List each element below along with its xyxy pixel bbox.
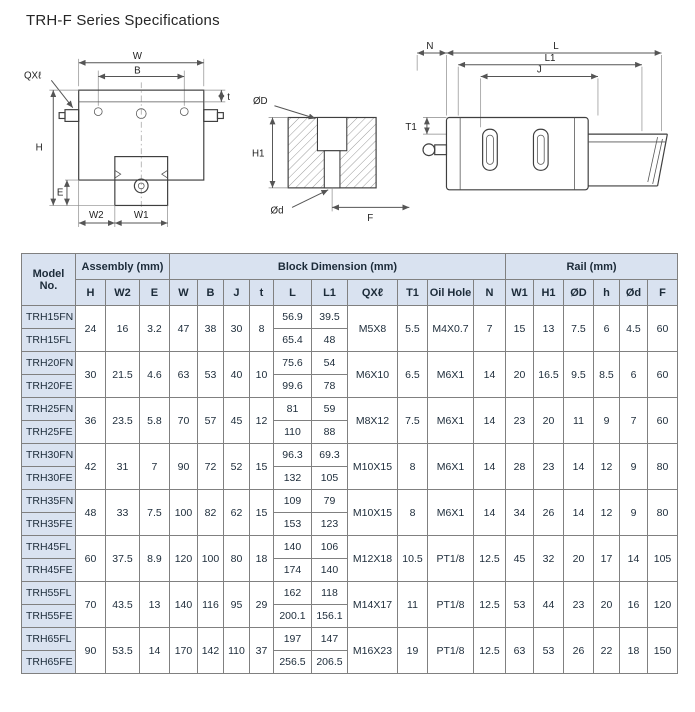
L1-cell: 39.5: [311, 306, 347, 329]
shared-value-cell: 53: [533, 628, 563, 674]
L1-cell: 147: [311, 628, 347, 651]
shared-value-cell: 15: [505, 306, 533, 352]
model-cell: TRH55FE: [21, 605, 75, 628]
L1-cell: 78: [311, 375, 347, 398]
shared-value-cell: 10.5: [397, 536, 427, 582]
technical-drawings: [22, 39, 681, 241]
dim-label-j: J: [536, 64, 542, 76]
L-cell: 197: [273, 628, 311, 651]
shared-value-cell: 12.5: [473, 582, 505, 628]
shared-value-cell: 26: [533, 490, 563, 536]
shared-value-cell: 23: [563, 582, 593, 628]
shared-value-cell: 8: [397, 444, 427, 490]
shared-value-cell: 5.8: [139, 398, 169, 444]
dim-label-f: F: [367, 213, 374, 225]
shared-value-cell: M16X23: [347, 628, 397, 674]
shared-value-cell: 28: [505, 444, 533, 490]
dim-label-l: L: [553, 41, 559, 53]
shared-value-cell: 14: [563, 444, 593, 490]
model-cell: TRH45FE: [21, 559, 75, 582]
shared-value-cell: 10: [249, 352, 273, 398]
shared-value-cell: 120: [169, 536, 197, 582]
column-header: ØD: [563, 280, 593, 306]
L-cell: 200.1: [273, 605, 311, 628]
shared-value-cell: 20: [505, 352, 533, 398]
dim-label-od-small: Ød: [270, 205, 284, 217]
shared-value-cell: 100: [169, 490, 197, 536]
shared-value-cell: M6X10: [347, 352, 397, 398]
shared-value-cell: 15: [249, 444, 273, 490]
dim-label-l1: L1: [544, 52, 556, 64]
L1-cell: 140: [311, 559, 347, 582]
shared-value-cell: 7: [619, 398, 647, 444]
shared-value-cell: 4.5: [619, 306, 647, 352]
model-cell: TRH25FE: [21, 421, 75, 444]
shared-value-cell: 36: [75, 398, 105, 444]
column-header: QXℓ: [347, 280, 397, 306]
column-header: W1: [505, 280, 533, 306]
model-cell: TRH30FN: [21, 444, 75, 467]
column-header: Ød: [619, 280, 647, 306]
shared-value-cell: M6X1: [427, 444, 473, 490]
shared-value-cell: 24: [75, 306, 105, 352]
group-header-row: [21, 254, 677, 280]
shared-value-cell: 70: [169, 398, 197, 444]
dim-label-t1: T1: [405, 122, 417, 134]
page-title: TRH-F Series Specifications: [26, 12, 220, 29]
column-header: F: [647, 280, 677, 306]
shared-value-cell: 18: [619, 628, 647, 674]
shared-value-cell: 100: [197, 536, 223, 582]
shared-value-cell: 11: [563, 398, 593, 444]
dim-label-qxl: QXℓ: [23, 70, 42, 82]
subheader-row: [21, 280, 677, 306]
shared-value-cell: 60: [647, 306, 677, 352]
shared-value-cell: PT1/8: [427, 536, 473, 582]
shared-value-cell: 14: [139, 628, 169, 674]
shared-value-cell: 9: [619, 444, 647, 490]
L-cell: 81: [273, 398, 311, 421]
dim-label-t: t: [227, 91, 230, 103]
shared-value-cell: 31: [105, 444, 139, 490]
model-cell: TRH30FE: [21, 467, 75, 490]
shared-value-cell: 7: [473, 306, 505, 352]
shared-value-cell: 9.5: [563, 352, 593, 398]
column-header: B: [197, 280, 223, 306]
shared-value-cell: 14: [619, 536, 647, 582]
shared-value-cell: 14: [563, 490, 593, 536]
shared-value-cell: 14: [473, 398, 505, 444]
shared-value-cell: 7.5: [139, 490, 169, 536]
spec-table-body: [21, 306, 677, 674]
column-header: L1: [311, 280, 347, 306]
shared-value-cell: 20: [563, 536, 593, 582]
model-cell: TRH55FL: [21, 582, 75, 605]
header-model: Model No.: [21, 254, 75, 306]
shared-value-cell: 60: [647, 398, 677, 444]
shared-value-cell: 57: [197, 398, 223, 444]
shared-value-cell: M6X1: [427, 352, 473, 398]
shared-value-cell: 142: [197, 628, 223, 674]
column-header: H: [75, 280, 105, 306]
shared-value-cell: 43.5: [105, 582, 139, 628]
shared-value-cell: 80: [223, 536, 249, 582]
shared-value-cell: 13: [139, 582, 169, 628]
shared-value-cell: 90: [75, 628, 105, 674]
shared-value-cell: 29: [249, 582, 273, 628]
shared-value-cell: 15: [249, 490, 273, 536]
model-cell: TRH65FL: [21, 628, 75, 651]
shared-value-cell: 80: [647, 490, 677, 536]
shared-value-cell: 33: [105, 490, 139, 536]
shared-value-cell: 110: [223, 628, 249, 674]
column-header: J: [223, 280, 249, 306]
shared-value-cell: 30: [223, 306, 249, 352]
shared-value-cell: 30: [75, 352, 105, 398]
shared-value-cell: 9: [619, 490, 647, 536]
shared-value-cell: 45: [223, 398, 249, 444]
shared-value-cell: 105: [647, 536, 677, 582]
shared-value-cell: M5X8: [347, 306, 397, 352]
shared-value-cell: 38: [197, 306, 223, 352]
shared-value-cell: 16.5: [533, 352, 563, 398]
L-cell: 153: [273, 513, 311, 536]
L-cell: 96.3: [273, 444, 311, 467]
L1-cell: 69.3: [311, 444, 347, 467]
L1-cell: 106: [311, 536, 347, 559]
shared-value-cell: 4.6: [139, 352, 169, 398]
L-cell: 132: [273, 467, 311, 490]
shared-value-cell: 90: [169, 444, 197, 490]
shared-value-cell: 5.5: [397, 306, 427, 352]
shared-value-cell: 20: [533, 398, 563, 444]
shared-value-cell: 17: [593, 536, 619, 582]
shared-value-cell: 8: [249, 306, 273, 352]
dim-label-w1: W1: [133, 210, 149, 222]
shared-value-cell: M10X15: [347, 490, 397, 536]
column-header: t: [249, 280, 273, 306]
shared-value-cell: 12: [593, 490, 619, 536]
model-cell: TRH35FN: [21, 490, 75, 513]
shared-value-cell: 6: [593, 306, 619, 352]
column-header: h: [593, 280, 619, 306]
shared-value-cell: 8.5: [593, 352, 619, 398]
table-row: [21, 582, 677, 605]
side-view-diagram: [251, 39, 681, 239]
shared-value-cell: 47: [169, 306, 197, 352]
shared-value-cell: M8X12: [347, 398, 397, 444]
shared-value-cell: 40: [223, 352, 249, 398]
model-cell: TRH45FL: [21, 536, 75, 559]
shared-value-cell: PT1/8: [427, 628, 473, 674]
shared-value-cell: 6: [619, 352, 647, 398]
shared-value-cell: 60: [75, 536, 105, 582]
L1-cell: 118: [311, 582, 347, 605]
L-cell: 99.6: [273, 375, 311, 398]
shared-value-cell: 8: [397, 490, 427, 536]
column-header: H1: [533, 280, 563, 306]
L1-cell: 206.5: [311, 651, 347, 674]
L-cell: 109: [273, 490, 311, 513]
L-cell: 56.9: [273, 306, 311, 329]
column-header: L: [273, 280, 311, 306]
L-cell: 162: [273, 582, 311, 605]
shared-value-cell: 16: [105, 306, 139, 352]
column-header: Oil Hole: [427, 280, 473, 306]
column-header: N: [473, 280, 505, 306]
shared-value-cell: 70: [75, 582, 105, 628]
shared-value-cell: 72: [197, 444, 223, 490]
shared-value-cell: 32: [533, 536, 563, 582]
shared-value-cell: 12.5: [473, 628, 505, 674]
shared-value-cell: 13: [533, 306, 563, 352]
column-header: W2: [105, 280, 139, 306]
model-cell: TRH15FN: [21, 306, 75, 329]
shared-value-cell: 80: [647, 444, 677, 490]
shared-value-cell: 120: [647, 582, 677, 628]
table-row: [21, 398, 677, 421]
shared-value-cell: 14: [473, 352, 505, 398]
shared-value-cell: 150: [647, 628, 677, 674]
L1-cell: 54: [311, 352, 347, 375]
shared-value-cell: 140: [169, 582, 197, 628]
shared-value-cell: 9: [593, 398, 619, 444]
column-header: T1: [397, 280, 427, 306]
L-cell: 174: [273, 559, 311, 582]
dim-label-n: N: [426, 41, 434, 53]
dim-label-w2: W2: [88, 210, 104, 222]
shared-value-cell: 11: [397, 582, 427, 628]
L-cell: 75.6: [273, 352, 311, 375]
model-cell: TRH15FL: [21, 329, 75, 352]
shared-value-cell: 18: [249, 536, 273, 582]
shared-value-cell: M14X17: [347, 582, 397, 628]
header-assembly: Assembly (mm): [75, 254, 169, 280]
L1-cell: 105: [311, 467, 347, 490]
model-cell: TRH25FN: [21, 398, 75, 421]
shared-value-cell: 62: [223, 490, 249, 536]
front-view-diagram: [22, 39, 239, 239]
shared-value-cell: 26: [563, 628, 593, 674]
shared-value-cell: 22: [593, 628, 619, 674]
L1-cell: 79: [311, 490, 347, 513]
shared-value-cell: 7: [139, 444, 169, 490]
shared-value-cell: 53: [505, 582, 533, 628]
L-cell: 140: [273, 536, 311, 559]
spec-table-head: [21, 254, 677, 306]
dim-label-w: W: [132, 50, 142, 62]
shared-value-cell: M6X1: [427, 398, 473, 444]
header-block-dimension: Block Dimension (mm): [169, 254, 505, 280]
shared-value-cell: PT1/8: [427, 582, 473, 628]
dim-label-b: B: [134, 65, 141, 77]
shared-value-cell: 60: [647, 352, 677, 398]
model-cell: TRH20FN: [21, 352, 75, 375]
dim-label-od: ØD: [252, 95, 268, 107]
shared-value-cell: 7.5: [397, 398, 427, 444]
shared-value-cell: 21.5: [105, 352, 139, 398]
dim-label-e: E: [56, 187, 64, 199]
L1-cell: 88: [311, 421, 347, 444]
column-header: W: [169, 280, 197, 306]
shared-value-cell: 23: [533, 444, 563, 490]
shared-value-cell: 16: [619, 582, 647, 628]
table-row: [21, 536, 677, 559]
model-cell: TRH35FE: [21, 513, 75, 536]
shared-value-cell: 34: [505, 490, 533, 536]
L-cell: 110: [273, 421, 311, 444]
shared-value-cell: 44: [533, 582, 563, 628]
dim-label-h: H: [35, 142, 43, 154]
shared-value-cell: 170: [169, 628, 197, 674]
shared-value-cell: 116: [197, 582, 223, 628]
shared-value-cell: 37.5: [105, 536, 139, 582]
shared-value-cell: 12.5: [473, 536, 505, 582]
shared-value-cell: 23: [505, 398, 533, 444]
L1-cell: 156.1: [311, 605, 347, 628]
shared-value-cell: 52: [223, 444, 249, 490]
shared-value-cell: 82: [197, 490, 223, 536]
shared-value-cell: 53: [197, 352, 223, 398]
table-row: [21, 444, 677, 467]
shared-value-cell: 12: [593, 444, 619, 490]
shared-value-cell: 12: [249, 398, 273, 444]
shared-value-cell: 8.9: [139, 536, 169, 582]
shared-value-cell: 53.5: [105, 628, 139, 674]
shared-value-cell: M12X18: [347, 536, 397, 582]
shared-value-cell: 19: [397, 628, 427, 674]
shared-value-cell: 14: [473, 490, 505, 536]
shared-value-cell: M6X1: [427, 490, 473, 536]
shared-value-cell: 45: [505, 536, 533, 582]
shared-value-cell: 48: [75, 490, 105, 536]
model-cell: TRH65FE: [21, 651, 75, 674]
shared-value-cell: M10X15: [347, 444, 397, 490]
shared-value-cell: 63: [169, 352, 197, 398]
L-cell: 65.4: [273, 329, 311, 352]
L1-cell: 123: [311, 513, 347, 536]
table-row: [21, 628, 677, 651]
model-cell: TRH20FE: [21, 375, 75, 398]
table-row: [21, 352, 677, 375]
shared-value-cell: 14: [473, 444, 505, 490]
shared-value-cell: 37: [249, 628, 273, 674]
table-row: [21, 490, 677, 513]
shared-value-cell: 42: [75, 444, 105, 490]
shared-value-cell: 20: [593, 582, 619, 628]
shared-value-cell: M4X0.7: [427, 306, 473, 352]
L1-cell: 59: [311, 398, 347, 421]
shared-value-cell: 6.5: [397, 352, 427, 398]
column-header: E: [139, 280, 169, 306]
shared-value-cell: 63: [505, 628, 533, 674]
dim-label-h1: H1: [251, 148, 265, 160]
shared-value-cell: 3.2: [139, 306, 169, 352]
header-rail: Rail (mm): [505, 254, 677, 280]
table-row: [21, 306, 677, 329]
shared-value-cell: 23.5: [105, 398, 139, 444]
L-cell: 256.5: [273, 651, 311, 674]
shared-value-cell: 7.5: [563, 306, 593, 352]
shared-value-cell: 95: [223, 582, 249, 628]
spec-table: [21, 253, 678, 674]
L1-cell: 48: [311, 329, 347, 352]
